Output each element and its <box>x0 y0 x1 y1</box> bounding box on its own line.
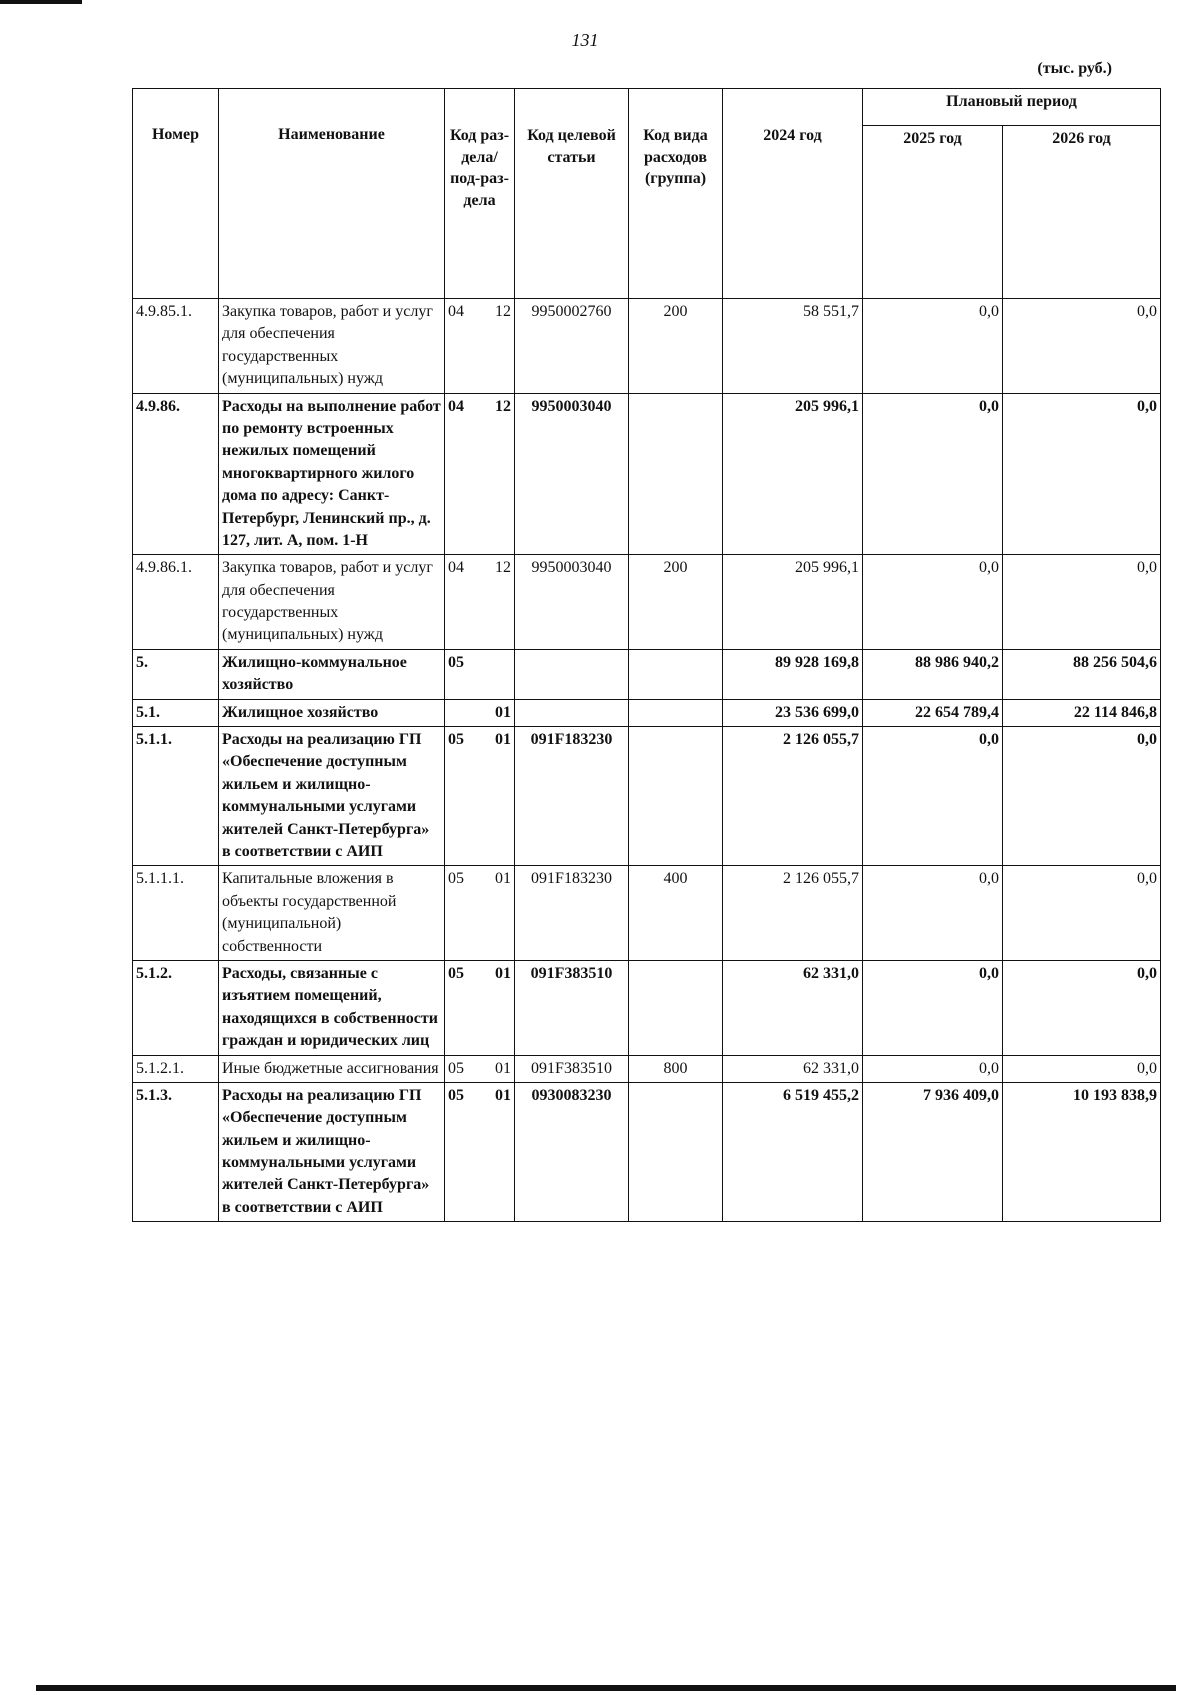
row-subsection: 01 <box>495 870 511 888</box>
row-subsection: 12 <box>495 303 511 320</box>
row-subsection: 01 <box>495 1059 511 1077</box>
row-2025: 0,0 <box>863 727 1003 866</box>
row-section-code <box>445 1055 515 1082</box>
bottom-rule <box>36 1685 1176 1691</box>
page-corner-mark <box>0 0 82 4</box>
row-target-code: 091F183230 <box>515 727 629 866</box>
row-2025: 0,0 <box>863 866 1003 961</box>
row-2025: 0,0 <box>863 393 1003 555</box>
budget-table <box>132 88 1161 1222</box>
row-section-code <box>445 393 515 555</box>
table-row <box>133 393 1161 555</box>
row-2026: 22 114 846,8 <box>1003 699 1161 726</box>
row-target-code: 0930083230 <box>515 1082 629 1221</box>
row-2026: 0,0 <box>1003 299 1161 394</box>
row-subsection: 12 <box>495 397 511 415</box>
row-2024: 62 331,0 <box>723 1055 863 1082</box>
row-2025: 0,0 <box>863 1055 1003 1082</box>
row-number: 5. <box>133 649 219 699</box>
row-target-code: 091F383510 <box>515 1055 629 1082</box>
row-section: 05 <box>448 964 464 982</box>
row-2024: 62 331,0 <box>723 960 863 1055</box>
row-section-code <box>445 960 515 1055</box>
row-section: 05 <box>448 731 464 749</box>
header-2026: 2026 год <box>1003 126 1161 299</box>
table-header <box>133 89 1161 299</box>
row-2025: 0,0 <box>863 555 1003 650</box>
row-expense-type: 400 <box>629 866 723 961</box>
header-expense-type: Код вида расходов (группа) <box>629 89 723 299</box>
row-2024: 205 996,1 <box>723 555 863 650</box>
row-target-code: 091F183230 <box>515 866 629 961</box>
row-2025: 0,0 <box>863 299 1003 394</box>
row-section: 05 <box>448 653 464 671</box>
row-2026: 88 256 504,6 <box>1003 649 1161 699</box>
row-expense-type <box>629 1082 723 1221</box>
table-row <box>133 960 1161 1055</box>
row-section: 04 <box>448 559 464 577</box>
row-name: Иные бюджетные ассигнования <box>219 1055 445 1082</box>
row-target-code <box>515 649 629 699</box>
row-expense-type: 200 <box>629 555 723 650</box>
row-name: Капитальные вложения в объекты государственной (муниципальной) собственности <box>219 866 445 961</box>
row-name: Расходы, связанные с изъятием помещений, находящихся в собственности граждан и юридических лиц <box>219 960 445 1055</box>
row-2025: 22 654 789,4 <box>863 699 1003 726</box>
row-expense-type <box>629 649 723 699</box>
row-target-code: 9950002760 <box>515 299 629 394</box>
header-section-code: Код раз-дела/ под-раз-дела <box>445 89 515 299</box>
row-2025: 7 936 409,0 <box>863 1082 1003 1221</box>
row-number: 4.9.86. <box>133 393 219 555</box>
row-2025: 88 986 940,2 <box>863 649 1003 699</box>
row-subsection: 01 <box>495 964 511 982</box>
row-2024: 2 126 055,7 <box>723 866 863 961</box>
row-2024: 58 551,7 <box>723 299 863 394</box>
row-2024: 2 126 055,7 <box>723 727 863 866</box>
row-subsection: 01 <box>495 703 511 721</box>
table-body <box>133 299 1161 1222</box>
row-number: 5.1. <box>133 699 219 726</box>
row-section-code <box>445 299 515 394</box>
table-row <box>133 1082 1161 1221</box>
row-2026: 0,0 <box>1003 727 1161 866</box>
row-number: 5.1.1.1. <box>133 866 219 961</box>
row-2025: 0,0 <box>863 960 1003 1055</box>
units-label: (тыс. руб.) <box>1037 60 1112 77</box>
row-2024: 6 519 455,2 <box>723 1082 863 1221</box>
row-number: 5.1.3. <box>133 1082 219 1221</box>
row-section: 05 <box>448 1059 464 1077</box>
row-section-code <box>445 727 515 866</box>
table-row <box>133 866 1161 961</box>
table-row <box>133 649 1161 699</box>
row-2026: 0,0 <box>1003 960 1161 1055</box>
table-row <box>133 299 1161 394</box>
table-row <box>133 1055 1161 1082</box>
row-2024: 205 996,1 <box>723 393 863 555</box>
row-section-code <box>445 1082 515 1221</box>
row-section-code <box>445 866 515 961</box>
row-subsection: 12 <box>495 559 511 577</box>
row-name: Жилищное хозяйство <box>219 699 445 726</box>
table-row <box>133 699 1161 726</box>
row-expense-type <box>629 393 723 555</box>
row-section-code <box>445 699 515 726</box>
row-2026: 0,0 <box>1003 1055 1161 1082</box>
row-2026: 0,0 <box>1003 555 1161 650</box>
row-section-code <box>445 649 515 699</box>
row-target-code: 9950003040 <box>515 393 629 555</box>
row-subsection: 01 <box>495 1086 511 1104</box>
row-number: 5.1.2.1. <box>133 1055 219 1082</box>
row-name: Закупка товаров, работ и услуг для обеспечения государственных (муниципальных) нужд <box>219 555 445 650</box>
row-2026: 0,0 <box>1003 866 1161 961</box>
row-section: 05 <box>448 870 464 888</box>
row-name: Расходы на реализацию ГП «Обеспечение доступным жильем и жилищно-коммунальными услугами жителей Санкт-Петербурга» в соответствии с АИП <box>219 727 445 866</box>
row-expense-type <box>629 727 723 866</box>
row-section: 04 <box>448 397 464 415</box>
row-2026: 0,0 <box>1003 393 1161 555</box>
row-number: 5.1.2. <box>133 960 219 1055</box>
row-2024: 89 928 169,8 <box>723 649 863 699</box>
row-number: 5.1.1. <box>133 727 219 866</box>
row-expense-type: 200 <box>629 299 723 394</box>
row-target-code: 091F383510 <box>515 960 629 1055</box>
row-name: Жилищно-коммунальное хозяйство <box>219 649 445 699</box>
row-expense-type <box>629 960 723 1055</box>
page-number: 131 <box>571 30 599 50</box>
row-2026: 10 193 838,9 <box>1003 1082 1161 1221</box>
row-number: 4.9.86.1. <box>133 555 219 650</box>
header-target-code: Код целевой статьи <box>515 89 629 299</box>
header-2025: 2025 год <box>863 126 1003 299</box>
row-name: Расходы на выполнение работ по ремонту встроенных нежилых помещений многоквартирного жилого дома по адресу: Санкт-Петербург, Ленинский пр., д. 127, лит. А, пом. 1-Н <box>219 393 445 555</box>
row-number: 4.9.85.1. <box>133 299 219 394</box>
row-name: Расходы на реализацию ГП «Обеспечение доступным жильем и жилищно-коммунальными услугами жителей Санкт-Петербурга» в соответствии с АИП <box>219 1082 445 1221</box>
table-row <box>133 727 1161 866</box>
row-target-code <box>515 699 629 726</box>
row-expense-type: 800 <box>629 1055 723 1082</box>
row-section: 05 <box>448 1086 464 1104</box>
row-subsection: 01 <box>495 731 511 749</box>
row-expense-type <box>629 699 723 726</box>
header-number: Номер <box>133 89 219 299</box>
row-target-code: 9950003040 <box>515 555 629 650</box>
row-2024: 23 536 699,0 <box>723 699 863 726</box>
row-name: Закупка товаров, работ и услуг для обеспечения государственных (муниципальных) нужд <box>219 299 445 394</box>
table-row <box>133 555 1161 650</box>
header-planned-period: Плановый период <box>863 89 1161 126</box>
header-name: Наименование <box>219 89 445 299</box>
row-section-code <box>445 555 515 650</box>
header-2024: 2024 год <box>723 89 863 299</box>
row-section: 04 <box>448 303 464 320</box>
